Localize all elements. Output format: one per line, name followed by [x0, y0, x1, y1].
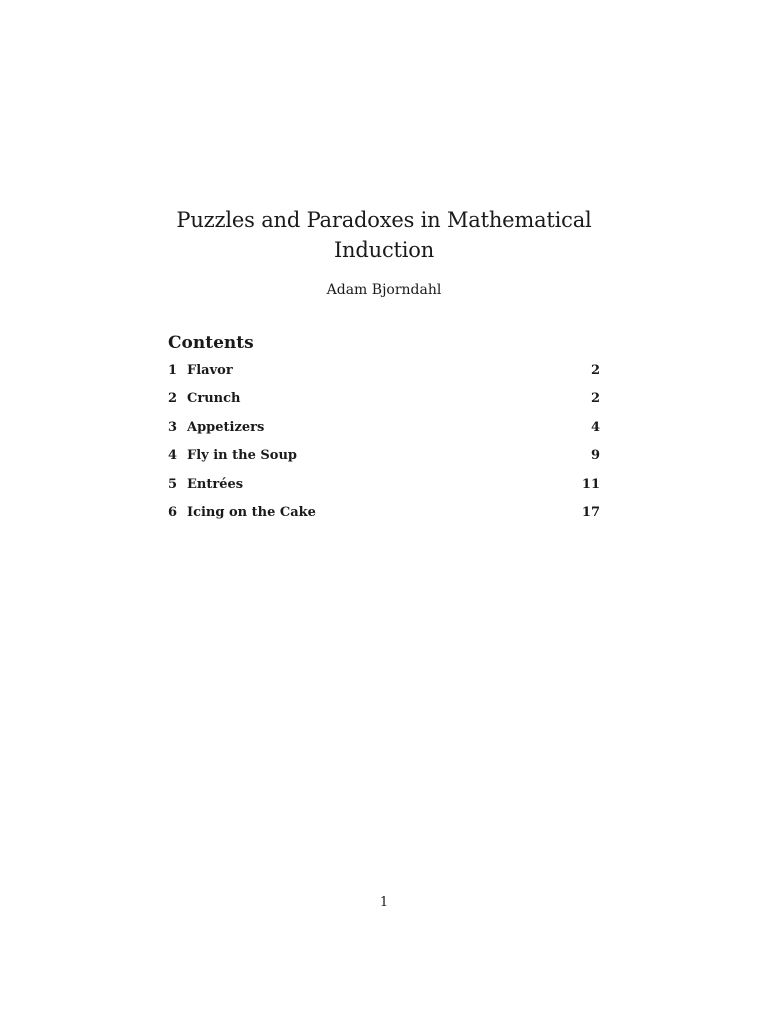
paper-author: Adam Bjorndahl	[326, 282, 442, 298]
toc-entry-number: 5	[168, 476, 178, 492]
toc-entry-number: 1	[168, 363, 178, 378]
contents-heading: Contents	[168, 333, 254, 353]
toc-entry-number: 2	[168, 391, 178, 407]
toc-entry[interactable]	[168, 363, 600, 391]
paper-title	[168, 205, 600, 265]
toc-entry-title: Fly in the Soup	[187, 448, 298, 464]
toc-entry-number: 4	[168, 448, 178, 464]
toc-entry[interactable]	[168, 420, 600, 448]
toc-entry-page: 2	[590, 391, 600, 407]
toc-entry-title: Crunch	[187, 391, 241, 407]
toc-entry-page: 17	[581, 504, 600, 520]
toc-entry[interactable]	[168, 477, 600, 505]
toc-entry-page: 9	[590, 448, 600, 464]
toc-entry-number: 6	[168, 504, 178, 520]
paper-title-line-1: Puzzles and Paradoxes in Mathematical	[176, 208, 592, 232]
toc-entry-page: 4	[590, 419, 600, 435]
toc-entry[interactable]	[168, 505, 600, 533]
toc-entry-page: 2	[590, 363, 600, 378]
paper-title-line-2: Induction	[333, 238, 435, 262]
toc-entry[interactable]	[168, 448, 600, 476]
page-number: 1	[379, 895, 389, 910]
toc-entry-title: Entrées	[187, 476, 244, 492]
toc-entry-page: 11	[581, 476, 600, 492]
toc-entry-title: Icing on the Cake	[187, 504, 316, 520]
table-of-contents	[168, 363, 600, 533]
toc-entry-title: Flavor	[187, 363, 233, 378]
toc-entry-title: Appetizers	[187, 419, 265, 435]
toc-entry[interactable]	[168, 391, 600, 419]
toc-entry-number: 3	[168, 419, 178, 435]
